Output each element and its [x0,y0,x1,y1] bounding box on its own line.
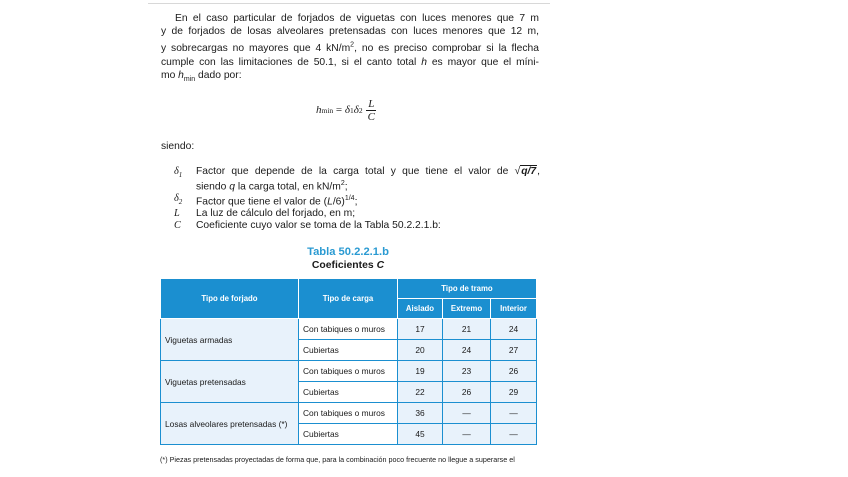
cell-tipo-carga: Cubiertas [299,382,398,403]
header-interior: Interior [491,299,537,319]
header-tipo-tramo: Tipo de tramo [398,279,537,299]
row-group-label: Viguetas armadas [161,319,299,361]
definition-delta1: $\delta_1$ Factor que depende de la carga total y que tiene el valor de √q/7, siendo q la carga total, en $kN/m^2$; [174,166,540,193]
cell-aislado: 19 [398,361,443,382]
definition-delta2: $\delta_2$ Factor que tiene el valor de $(L/6)^{1/4}$; [174,192,358,208]
row-group-label: Losas alveolares pretensadas (*) [161,403,299,445]
cell-interior: 29 [491,382,537,403]
para-line-3: y sobrecargas no mayores que 4 $kN/m^2$, no es preciso comprobar si la flecha [161,41,540,55]
table-row [161,361,537,382]
cell-extremo: 26 [443,382,491,403]
table-subtitle: Coeficientes C [311,260,385,271]
cell-aislado: 20 [398,340,443,361]
header-extremo: Extremo [443,299,491,319]
siendo-label: siendo: [161,141,195,152]
header-tipo-forjado: Tipo de forjado [161,279,299,319]
table-caption [160,246,536,272]
cell-interior: 26 [491,361,537,382]
cell-extremo: 21 [443,319,491,340]
cell-tipo-carga: Con tabiques o muros [299,361,398,382]
top-rule [148,3,550,4]
cell-extremo: 24 [443,340,491,361]
cell-extremo: 23 [443,361,491,382]
para-line-2: y de forjados de losas alveolares pretensadas con luces menores que 12 m, [161,26,539,38]
cell-interior: — [491,424,537,445]
cell-interior: 24 [491,319,537,340]
coefficients-table [160,278,537,445]
cell-extremo: — [443,403,491,424]
cell-tipo-carga: Cubiertas [299,424,398,445]
intro-paragraph [161,12,539,87]
table-footnote: (*) Piezas pretensadas proyectadas de forma que, para la combinación poco frecuente no llegue a superarse el [160,455,515,464]
cell-aislado: 45 [398,424,443,445]
definitions-list [174,166,540,231]
cell-aislado: 17 [398,319,443,340]
hmin-formula: h min = δ 1 δ 2 $\frac{L}{C}$ [316,97,375,123]
cell-tipo-carga: Cubiertas [299,340,398,361]
para-line-4: cumple con las limitaciones de 50.1, si el canto total h es mayor que el míni- [161,56,539,68]
definition-L: L La luz de cálculo del forjado, en m; [174,208,356,220]
cell-interior: — [491,403,537,424]
row-group-label: Viguetas pretensadas [161,361,299,403]
table-row [161,403,537,424]
cell-aislado: 36 [398,403,443,424]
header-tipo-carga: Tipo de carga [299,279,398,319]
cell-aislado: 22 [398,382,443,403]
definition-C: C Coeficiente cuyo valor se toma de la Tabla 50.2.2.1.b: [174,219,441,231]
cell-tipo-carga: Con tabiques o muros [299,403,398,424]
table-row [161,319,537,340]
formula-fraction: $\frac{L}{C}$ [367,97,375,123]
header-aislado: Aislado [398,299,443,319]
para-line-1: En el caso particular de forjados de viguetas con luces menores que 7 m [175,13,539,24]
cell-tipo-carga: Con tabiques o muros [299,319,398,340]
cell-interior: 27 [491,340,537,361]
para-line-5: mo $h_{min}$ dado por: [161,70,242,84]
cell-extremo: — [443,424,491,445]
table-title: Tabla 50.2.2.1.b [307,246,389,258]
